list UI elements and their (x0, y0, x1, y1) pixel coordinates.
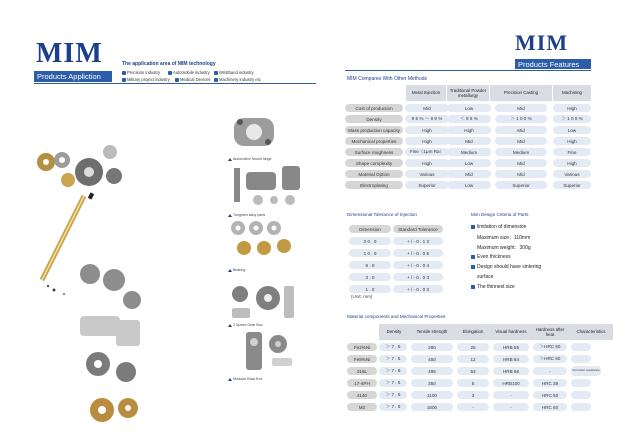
tolerance-cell: 2 0 . 0 (349, 237, 391, 245)
material-cell: 53 (457, 367, 489, 375)
mim-logo: MIM (515, 30, 569, 55)
right-page (319, 0, 638, 436)
material-header: Hardness after heat (531, 324, 569, 340)
compare-row-label: Electroplating (345, 181, 403, 189)
material-row-label: 4140 (347, 391, 377, 399)
app-item: Automobile industry (168, 70, 210, 75)
tungsten-parts-photo (228, 162, 308, 208)
compare-cell: Low (447, 104, 491, 112)
material-cell (571, 379, 591, 387)
application-area-title: The application area of MIM technology (122, 61, 216, 67)
material-cell: - (493, 403, 529, 411)
material-cell: ＞ 7 . 5 (379, 391, 407, 399)
products-features-banner: Products Features (515, 59, 591, 69)
checkbox-icon (168, 71, 172, 75)
bullet-icon (471, 255, 475, 259)
material-cell (571, 355, 591, 363)
material-cell (571, 343, 591, 351)
compare-row-label: Mechanical properties (345, 137, 403, 145)
material-cell: 1600 (411, 403, 453, 411)
compare-cell: 9 5 % ～ 9 9 % (405, 115, 449, 123)
compare-cell: Superior (553, 181, 591, 189)
bullet-icon (471, 285, 475, 289)
tolerance-title: Dimensional Tolerance of Injection (347, 212, 417, 217)
app-item: Precision industry (122, 70, 160, 75)
tolerance-cell: 1 . 0 (349, 285, 391, 293)
material-row-label: 316L (347, 367, 377, 375)
material-row-label: Fe2%Ni (347, 343, 377, 351)
tolerance-cell: 6 . 0 (349, 261, 391, 269)
design-criteria-title: Mim Design Criteria of Parts (471, 212, 529, 217)
material-cell: 280 (411, 343, 453, 351)
material-cell: HRC 38 (533, 379, 567, 387)
compare-header: Traditional Powder metallurgy (447, 85, 489, 101)
material-cell: 5 (457, 379, 489, 387)
compare-cell: Mid (495, 170, 547, 178)
compare-cell: Various (405, 170, 449, 178)
tolerance-cell: + / - 0 . 0 3 (393, 285, 443, 293)
compare-cell: High (553, 104, 591, 112)
material-cell: HRC 60 (533, 403, 567, 411)
caption-gear-box: 3 Speed Gear Box (228, 323, 263, 327)
caption-rack-box: Modular Rack Box (228, 377, 262, 381)
checkbox-icon (122, 71, 126, 75)
compare-cell: Mid (495, 137, 547, 145)
compare-cell: Superior (495, 181, 547, 189)
compare-header: Machining (553, 85, 591, 101)
compare-cell: Mid (405, 104, 449, 112)
material-header: Density (379, 324, 409, 340)
material-cell: ＞ 7 . 8 (379, 367, 407, 375)
design-item: limitation of dimension (471, 224, 526, 230)
compare-row-label: Material Option (345, 170, 403, 178)
tolerance-unit: (Unit: mm) (351, 294, 373, 299)
compare-cell: High (553, 159, 591, 167)
material-header: Elongation (455, 324, 491, 340)
parts-photo (72, 260, 152, 430)
material-row-label: 17-4PH (347, 379, 377, 387)
app-item: Military project industry (122, 77, 170, 82)
design-item: The thinnest size (471, 284, 515, 290)
tolerance-cell: 3 . 0 (349, 273, 391, 281)
material-cell: 495 (411, 367, 453, 375)
compare-cell: Medium (447, 148, 491, 156)
compare-row-label: Surface roughness (345, 148, 403, 156)
material-cell: 1100 (411, 391, 453, 399)
material-cell: 25 (457, 343, 489, 351)
compare-header: Metal Injection (406, 85, 446, 101)
rack-box-parts-photo (228, 330, 298, 374)
compare-cell: ＜ 9 5 % (447, 115, 491, 123)
compare-cell: ＞ 1 0 0 % (553, 115, 591, 123)
material-cell: ＞ 7 . 9 (379, 403, 407, 411)
material-cell: 3 (457, 391, 489, 399)
bullet-icon (471, 225, 475, 229)
tolerance-header: Dimension (349, 225, 391, 233)
tolerance-cell: + / - 0 . 0 5 (393, 249, 443, 257)
design-item: Maximum weight：300g (477, 245, 531, 251)
compare-cell: Mid (495, 104, 547, 112)
material-header: Tensile strength (409, 324, 455, 340)
compare-cell: High (447, 126, 491, 134)
material-cell: ＞ 7 . 5 (379, 343, 407, 351)
compare-row-label: Cost of production (345, 104, 403, 112)
tolerance-cell: + / - 0 . 0 3 (393, 273, 443, 281)
compare-cell: Low (447, 159, 491, 167)
material-cell (571, 403, 591, 411)
automotive-hinge-photo (228, 110, 286, 156)
compare-cell: Fine (553, 148, 591, 156)
products-application-banner: Products Appliction (34, 71, 112, 82)
compare-cell: Mid (495, 159, 547, 167)
design-item: surface (477, 274, 494, 280)
checkbox-icon (214, 78, 218, 82)
material-cell: ＞ 7 . 6 (379, 379, 407, 387)
checkbox-icon (175, 78, 179, 82)
compare-cell: High (405, 159, 449, 167)
material-cell: HRB100 (493, 379, 529, 387)
compare-cell: Low (447, 181, 491, 189)
material-cell: - (457, 403, 489, 411)
caption-tungsten-parts: Tungsten alloy parts (228, 213, 265, 217)
app-item: Wristband industry (214, 70, 254, 75)
checkbox-icon (122, 78, 126, 82)
bullet-icon (471, 265, 475, 269)
material-cell: 12 (457, 355, 489, 363)
header-rule (345, 70, 591, 71)
material-cell: Corrosion resistance (571, 366, 601, 376)
compare-cell: Mid (495, 126, 547, 134)
material-cell: HRB 84 (493, 355, 529, 363)
app-item: Machinery industry etc (214, 77, 261, 82)
material-cell: HRB 66 (493, 367, 529, 375)
design-item: Maximum size：110mm (477, 235, 531, 241)
material-header: Characteristics (569, 324, 613, 340)
material-cell: ＞HRC 50 (533, 355, 567, 363)
material-cell: ＞ 7 . 5 (379, 355, 407, 363)
compare-cell: High (553, 137, 591, 145)
caption-automotive-hinge: Automotive Mould hinge (228, 157, 272, 161)
design-item: Design should have sintering (471, 264, 541, 270)
compare-cell: Superior (405, 181, 449, 189)
material-row-label: Fe8%Ni (347, 355, 377, 363)
tolerance-cell: + / - 0 . 1 2 (393, 237, 443, 245)
compare-cell: Mid (447, 170, 491, 178)
material-cell: HRC 50 (533, 391, 567, 399)
tolerance-cell: + / - 0 . 0 4 (393, 261, 443, 269)
gearbox-parts-photo (228, 280, 298, 324)
tolerance-header: Standard Tolerance (393, 225, 443, 233)
compare-cell: ＞ 1 0 0 % (495, 115, 547, 123)
compare-header: Precision Casting (490, 85, 552, 101)
compare-row-label: Mass production capacity (345, 126, 403, 134)
material-header: Visual hardness (491, 324, 531, 340)
mim-logo: MIM (36, 38, 103, 69)
material-row-label: M2 (347, 403, 377, 411)
material-cell (571, 391, 591, 399)
material-cell: - (533, 367, 567, 375)
bearing-photo (228, 218, 298, 264)
caption-bearing: Bearing (228, 268, 245, 272)
compare-cell: Fine（1μm Ra） (405, 148, 449, 156)
material-cell: ＞HRC 50 (533, 343, 567, 351)
material-cell: 350 (411, 379, 453, 387)
compare-cell: High (405, 126, 449, 134)
compare-cell: Low (553, 126, 591, 134)
material-cell: 450 (411, 355, 453, 363)
material-title: Material components and Mechanical Properties (347, 314, 446, 319)
compare-cell: Mid (447, 137, 491, 145)
compare-row-label: Shape complexity (345, 159, 403, 167)
compare-row-label: Density (345, 115, 403, 123)
tolerance-cell: 1 0 . 0 (349, 249, 391, 257)
compare-cell: Medium (495, 148, 547, 156)
compare-cell: High (405, 137, 449, 145)
material-cell: - (493, 391, 529, 399)
header-rule (34, 83, 316, 84)
material-cell: HRB 55 (493, 343, 529, 351)
checkbox-icon (214, 71, 218, 75)
app-item: Medical Devices (175, 77, 211, 82)
compare-cell: Various (553, 170, 591, 178)
design-item: Even thickness (471, 254, 511, 260)
compare-title: MIM Compares With Other Methods (347, 76, 428, 82)
